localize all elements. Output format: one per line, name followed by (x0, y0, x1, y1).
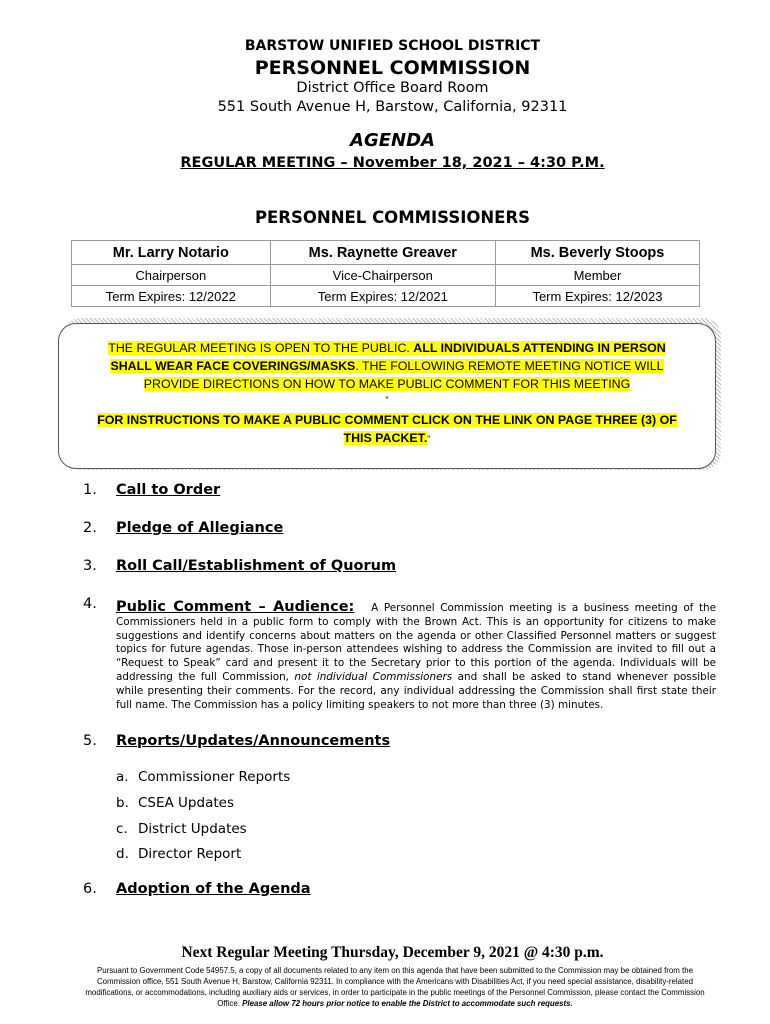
description-italic: not individual Commissioners (294, 670, 453, 683)
item-number: 2. (83, 520, 97, 536)
notice-text: ALL INDIVIDUALS ATTENDING IN PERSON (413, 341, 666, 355)
meeting-address: 551 South Avenue H, Barstow, California, 92311 (217, 99, 568, 115)
meeting-room: District Office Board Room (296, 80, 489, 96)
notice-text: SHALL WEAR FACE COVERINGS/MASKS (110, 359, 356, 373)
commissioner-name: Ms. Beverly Stoops (495, 241, 699, 265)
notice-text: PROVIDE DIRECTIONS ON HOW TO MAKE PUBLIC COMMENT FOR THIS MEETING (143, 377, 631, 391)
public-comment-instructions: THIS PACKET. (343, 431, 428, 445)
commissioner-name: Ms. Raynette Greaver (270, 241, 495, 265)
item-number: 6. (83, 881, 97, 897)
commissioner-term: Term Expires: 12/2021 (270, 286, 495, 307)
meeting-date: REGULAR MEETING – November 18, 2021 – 4:30 P.M. (180, 155, 605, 171)
public-comment-instructions: FOR INSTRUCTIONS TO MAKE A PUBLIC COMMENT CLICK ON THE LINK ON PAGE THREE (3) OF (97, 413, 677, 427)
sub-item-text: District Updates (138, 821, 247, 837)
item-title: Public Comment – Audience: (116, 599, 355, 615)
item-title: Adoption of the Agenda (116, 881, 311, 897)
item-title: Roll Call/Establishment of Quorum (116, 558, 397, 574)
sub-item-letter: a. (116, 769, 129, 785)
next-meeting: Next Regular Meeting Thursday, December 9, 2021 @ 4:30 p.m. (181, 944, 604, 961)
sub-item (116, 821, 247, 837)
commissioner-role: Member (495, 265, 699, 286)
item-number: 3. (83, 558, 97, 574)
commissioners-table (71, 240, 700, 307)
sub-item-letter: c. (116, 821, 128, 837)
notice-text: " (427, 434, 431, 444)
district-name: BARSTOW UNIFIED SCHOOL DISTRICT (244, 38, 541, 54)
commissioner-term: Term Expires: 12/2022 (72, 286, 271, 307)
commissioner-name: Mr. Larry Notario (72, 241, 271, 265)
item-number: 1. (83, 482, 97, 498)
sub-item (116, 795, 234, 811)
item-number: 5. (83, 733, 97, 749)
sub-item-letter: b. (116, 795, 129, 811)
item-title: Pledge of Allegiance (116, 520, 284, 536)
sub-item (116, 846, 241, 862)
commissioners-heading: PERSONNEL COMMISSIONERS (254, 208, 531, 227)
commission-title: PERSONNEL COMMISSION (254, 57, 531, 79)
public-comment-description (116, 601, 716, 712)
notice-text: THE REGULAR MEETING IS OPEN TO THE PUBLIC. (108, 341, 414, 355)
sub-item-letter: d. (116, 846, 129, 862)
commissioner-role: Chairperson (72, 265, 271, 286)
description-text: and shall be asked to stand whenever possible while presenting their comments. For the record, any individual addressing the Commission shall first state their full name. The Commission has a policy limiting speakers to not more than three (3) minutes. (116, 670, 717, 711)
sub-item-text: CSEA Updates (138, 795, 234, 811)
item-title: Reports/Updates/Announcements (116, 733, 391, 749)
legal-text: Pursuant to Government Code 54957.5, a copy of all documents related to any item on this agenda that have been submitted to the Commission may be obtained from the Commission office, 551 South Avenue H, Barstow, California 92311. In compliance with the Americans with Disabilities Act, if you need special assistance, disability-related modifications, or accommodations, including auxiliary aids or services, in order to participate in the public meetings of the Personnel Commission, please contact the Commission Office. (85, 966, 705, 1008)
commissioner-role: Vice-Chairperson (270, 265, 495, 286)
item-number: 4. (83, 596, 97, 612)
sub-item (116, 769, 290, 785)
legal-emphasis: Please allow 72 hours prior notice to enable the District to accommodate such requests. (242, 999, 573, 1008)
sub-item-text: Director Report (138, 846, 242, 862)
public-notice-box (58, 323, 716, 469)
commissioner-term: Term Expires: 12/2023 (495, 286, 699, 307)
sub-item-text: Commissioner Reports (138, 769, 291, 785)
description-text: A Personnel Commission meeting is a business meeting of the Commissioners held in a public form to comply with the Brown Act. This is an opportunity for citizens to make suggestions and identify concerns about matters on the agenda or other Classified Personnel matters or suggest topics for future agendas. Those in-person attendees wishing to address the Commission are invited to fill out a “Request to Speak” card and present it to the Secretary prior to this portion of the agenda. Individuals will be addressing the full Commission, (116, 602, 716, 683)
legal-notice (80, 965, 710, 1009)
agenda-title: AGENDA (350, 130, 435, 151)
notice-text: " (385, 395, 389, 405)
notice-text: . THE FOLLOWING REMOTE MEETING NOTICE WILL (355, 359, 664, 373)
item-title: Call to Order (116, 482, 221, 498)
